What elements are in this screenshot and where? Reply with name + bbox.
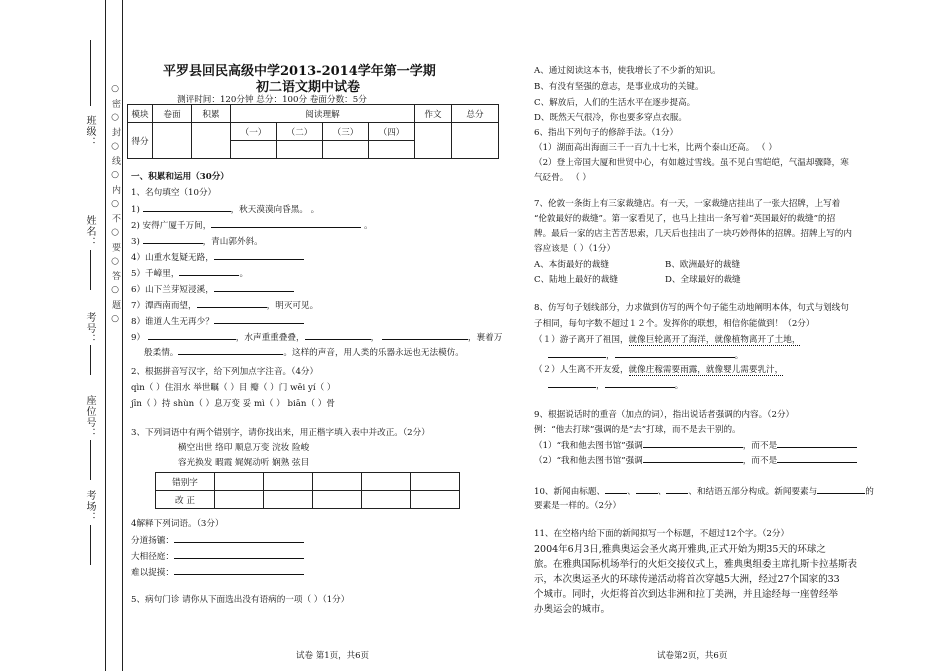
correction-cell-3[interactable] bbox=[313, 491, 362, 509]
q10-blank-3[interactable] bbox=[666, 484, 688, 494]
jilei-header: 积累 bbox=[192, 105, 231, 123]
exam-info: 测评时间：120分钟 总分：100分 卷面分数：5分 bbox=[177, 95, 367, 105]
page-footer-left: 试卷 第1页，共6页 bbox=[296, 651, 370, 661]
q7-stem-4: 容应该是（ ）（1分） bbox=[534, 244, 616, 254]
q1-blank-9d[interactable] bbox=[178, 345, 283, 355]
q9-blank-1a[interactable] bbox=[643, 438, 743, 448]
q1-blank-4[interactable] bbox=[214, 250, 304, 260]
score-row-label: 得分 bbox=[128, 123, 153, 159]
exam-id-label: 考号： bbox=[84, 312, 95, 345]
q10-stem: 10、新闻由标题、 、 、 、和结语五部分构成。新闻要素与 的 bbox=[534, 484, 874, 497]
typo-cell-3[interactable] bbox=[313, 473, 362, 491]
q4-blank-2[interactable] bbox=[174, 549, 304, 559]
reading-sub-1: （一） bbox=[231, 123, 277, 141]
q7-option-a: A、本街最好的裁缝 bbox=[534, 260, 609, 270]
module-header: 模块 bbox=[128, 105, 153, 123]
q8-blank-1a[interactable] bbox=[548, 348, 606, 358]
q8-stem-1: 8、仿写句子划线部分，力求做到仿写的两个句子能生动地阐明本体，句式与划线句 bbox=[534, 303, 849, 313]
q3-prompt: 3、下列词语中有两个错别字，请你找出来，用正楷字填入表中并改正。（2分） bbox=[131, 428, 430, 438]
section-1-heading: 一、积累和运用（30分） bbox=[131, 172, 229, 182]
q6-item-2: （2）登上帝国大厦和世贸中心，有如越过雪线。虽不见白雪皑皑，气温却骤降，寒 bbox=[534, 158, 849, 168]
exam-room-fill-line bbox=[90, 525, 91, 565]
q6-prompt: 6、指出下列句子的修辞手法。（1分） bbox=[534, 128, 679, 138]
name-fill-line bbox=[90, 250, 91, 290]
q7-stem-2: “伦敦最好的裁缝”。第一家看见了，也马上挂出一条写着“英国最好的裁缝”的招 bbox=[534, 214, 836, 224]
q4-item-3: 难以捉摸： bbox=[131, 565, 304, 578]
q10-blank-2[interactable] bbox=[636, 484, 658, 494]
q4-item-1: 分道扬镳： bbox=[131, 533, 304, 546]
correction-table bbox=[155, 472, 460, 509]
q8-item-1: （１）游子离开了祖国，就像巨轮离开了海洋，就像植物离开了土地， bbox=[534, 335, 801, 345]
reading-header: 阅读理解 bbox=[231, 105, 415, 123]
q11-prompt: 11、在空格内给下面的新闻拟写一个标题，不超过12个字。（2分） bbox=[534, 529, 790, 539]
q9-example: 例：“他去打球”强调的是“去”打球，而不是去干别的。 bbox=[534, 425, 741, 435]
q9-blank-2b[interactable] bbox=[777, 453, 857, 463]
q1-blank-6[interactable] bbox=[214, 282, 294, 292]
q1-item-9: 9） ，水声重重叠叠， ， ，裹着万 bbox=[131, 330, 502, 343]
q1-blank-8[interactable] bbox=[214, 314, 304, 324]
q9-item-2: （2）“我和他去图书馆”强调 ，而不是 bbox=[534, 453, 857, 466]
column-gutter bbox=[475, 58, 476, 618]
correction-cell-5[interactable] bbox=[411, 491, 460, 509]
q1-blank-3[interactable] bbox=[143, 234, 203, 244]
correction-label: 改 正 bbox=[156, 491, 215, 509]
q5-option-a: A、通过阅读这本书，使我增长了不少新的知识。 bbox=[534, 66, 721, 76]
q1-prompt: 1、名句填空（10分） bbox=[131, 188, 217, 198]
reading-sub-3: （三） bbox=[323, 123, 369, 141]
class-label: 班级： bbox=[84, 115, 95, 148]
q8-stem-2: 子相同，每句字数不超过１２个。发挥你的联想，相信你能做到！（2分） bbox=[534, 319, 815, 329]
q5-option-c: C、解放后，人们的生活水平在逐步提高。 bbox=[534, 98, 696, 108]
q8-blank-2a[interactable] bbox=[548, 378, 596, 388]
q1-blank-2[interactable] bbox=[211, 218, 361, 228]
q1-item-4: 4）山重水复疑无路， bbox=[131, 250, 304, 263]
q1-blank-9c[interactable] bbox=[382, 330, 468, 340]
q2-prompt: 2、根据拼音写汉字，给下列加点字注音。（4分） bbox=[131, 367, 319, 377]
q1-item-3: 3) ，青山郭外斜。 bbox=[131, 234, 263, 247]
q4-item-2: 大相径庭： bbox=[131, 549, 304, 562]
q7-stem-1: 7、伦敦一条街上有三家裁缝店。有一天，一家裁缝店挂出了一张大招牌，上写着 bbox=[534, 199, 841, 209]
seat-label: 座位号： bbox=[84, 395, 95, 439]
reading-sub-2: （二） bbox=[277, 123, 323, 141]
q9-prompt: 9、根据说话时的重音（加点的词），指出说话者强调的内容。（2分） bbox=[534, 410, 795, 420]
exam-room-label: 考场： bbox=[84, 490, 95, 523]
exam-id-fill-line bbox=[90, 345, 91, 375]
typo-cell-4[interactable] bbox=[362, 473, 411, 491]
seat-fill-line bbox=[90, 440, 91, 480]
reading-score-3[interactable] bbox=[323, 141, 369, 159]
q6-item-2-cont: 气砭骨。 （ ） bbox=[534, 173, 592, 183]
q7-option-d: D、全球最好的裁缝 bbox=[665, 275, 741, 285]
q1-blank-7[interactable] bbox=[197, 298, 267, 308]
reading-sub-4: （四） bbox=[369, 123, 415, 141]
reading-score-4[interactable] bbox=[369, 141, 415, 159]
q1-item-9-cont: 般柔情。 。这样的声音，用人类的乐器永远也无法模仿。 bbox=[144, 345, 464, 358]
q9-blank-2a[interactable] bbox=[643, 453, 743, 463]
class-fill-line bbox=[90, 40, 91, 106]
q9-item-1: （1）“我和他去图书馆”强调 ，而不是 bbox=[534, 438, 857, 451]
q5-option-d: D、既然天气很冷，你也要多穿点衣服。 bbox=[534, 113, 687, 123]
q10-blank-4[interactable] bbox=[817, 484, 865, 494]
news-passage bbox=[534, 542, 904, 617]
exam-title-line2: 初二语文期中试卷 bbox=[256, 80, 361, 95]
news-line-3: 示，本次奥运圣火的环球传递活动将首次穿越5大洲，经过27个国家的33 bbox=[534, 574, 840, 585]
q8-blank-2b[interactable] bbox=[605, 378, 675, 388]
binding-line-outer bbox=[105, 0, 106, 671]
jilei-score-cell[interactable] bbox=[192, 123, 231, 159]
total-header: 总分 bbox=[452, 105, 499, 123]
typo-cell-2[interactable] bbox=[264, 473, 313, 491]
news-line-5: 办奥运会的城市。 bbox=[534, 604, 611, 615]
q8-blanks-1: ， 。 bbox=[548, 348, 743, 361]
q9-blank-1b[interactable] bbox=[777, 438, 857, 448]
q2-line-2: jīn（ ）持 shùn（ ）息万变 妥 mì（ ） biān（ ）骨 bbox=[131, 399, 335, 409]
correction-cell-4[interactable] bbox=[362, 491, 411, 509]
typo-cell-1[interactable] bbox=[215, 473, 264, 491]
q1-blank-9b[interactable] bbox=[305, 330, 371, 340]
juanmian-header: 卷面 bbox=[153, 105, 192, 123]
reading-score-2[interactable] bbox=[277, 141, 323, 159]
seal-line-notice: ○ 密 ○ 封 ○ 线 ○ 内 ○ 不 ○ 要 ○ 答 ○ 题 ○ bbox=[110, 84, 120, 325]
q3-words-row-1: 横空出世 络印 顺息万变 浣妆 险峻 bbox=[178, 443, 310, 453]
binding-line-inner bbox=[122, 0, 123, 671]
q1-blank-5[interactable] bbox=[179, 266, 239, 276]
score-table bbox=[127, 104, 499, 159]
q1-item-7: 7）潭西南而望， ，明灭可见。 bbox=[131, 298, 318, 311]
q4-blank-1[interactable] bbox=[174, 533, 304, 543]
correction-cell-2[interactable] bbox=[264, 491, 313, 509]
q1-item-2: 2) 安得广厦千万间， 。 bbox=[131, 218, 373, 231]
q1-item-8: 8）谁道人生无再少？ bbox=[131, 314, 304, 327]
binding-margin bbox=[0, 0, 124, 671]
typo-label: 错别字 bbox=[156, 473, 215, 491]
q6-item-1: （1）湖面高出海面三千一百九十七米，比两个泰山还高。 （ ） bbox=[534, 143, 777, 153]
typo-cell-5[interactable] bbox=[411, 473, 460, 491]
q5-prompt: 5、病句门诊 请你从下面选出没有语病的一项（ ）（1分） bbox=[131, 595, 350, 605]
news-line-1: 2004年6月3日,雅典奥运会圣火离开雅典,正式开始为期35天的环球之 bbox=[534, 544, 826, 555]
q8-blank-1b[interactable] bbox=[615, 348, 735, 358]
news-line-4: 个城市。同时，火炬将首次到达非洲和拉丁美洲，并且途经每一座曾经举 bbox=[534, 589, 839, 600]
q1-blank-9a[interactable] bbox=[148, 330, 236, 340]
q10-blank-1[interactable] bbox=[605, 484, 627, 494]
reading-score-1[interactable] bbox=[231, 141, 277, 159]
page-footer-right: 试卷第2页，共6页 bbox=[657, 651, 728, 661]
q4-prompt: 4解释下列词语。（3分） bbox=[131, 519, 224, 529]
q4-blank-3[interactable] bbox=[174, 565, 304, 575]
q1-item-5: 5）千嶂里， 。 bbox=[131, 266, 248, 279]
q2-line-1: qìn（ ）住泪水 举世瞩（ ）目 瓣（ ）门 wēi yí（ ） bbox=[131, 383, 336, 393]
q7-option-b: B、欧洲最好的裁缝 bbox=[665, 260, 741, 270]
q7-stem-3: 牌。最后一家的店主苦苦思索，几天后也挂出了一块巧妙得体的招牌。招牌上写的内 bbox=[534, 229, 852, 239]
q8-blanks-2: ， 。 bbox=[548, 378, 683, 391]
q10-stem-cont: 要素是一样的。（2分） bbox=[534, 501, 622, 511]
q1-item-6: 6）山下兰芽短浸溪， bbox=[131, 282, 294, 295]
q3-words-row-2: 容光换发 暇霞 娓娓动听 娴熟 弦目 bbox=[178, 458, 310, 468]
juanmian-score-cell[interactable] bbox=[153, 123, 192, 159]
q7-option-c: C、陆地上最好的裁缝 bbox=[534, 275, 618, 285]
correction-cell-1[interactable] bbox=[215, 491, 264, 509]
exam-title-line1: 平罗县回民高级中学2013-2014学年第一学期 bbox=[163, 64, 436, 79]
q1-blank-1[interactable] bbox=[143, 202, 231, 212]
zuowen-header: 作文 bbox=[415, 105, 452, 123]
q1-item-1: 1) ，秋天漠漠向昏黑。 。 bbox=[131, 202, 319, 215]
news-line-2: 旅。在雅典国际机场举行的火炬交接仪式上，雅典奥组委主席扎斯卡拉基斯表 bbox=[534, 559, 858, 570]
zuowen-score-cell[interactable] bbox=[415, 123, 452, 159]
q5-option-b: B、有没有坚强的意志，是事业成功的关键。 bbox=[534, 82, 704, 92]
name-label: 姓名： bbox=[84, 215, 95, 248]
q8-item-2: （２）人生离不开友爱，就像庄稼需要雨露，就像婴儿需要乳汁， bbox=[534, 365, 784, 375]
